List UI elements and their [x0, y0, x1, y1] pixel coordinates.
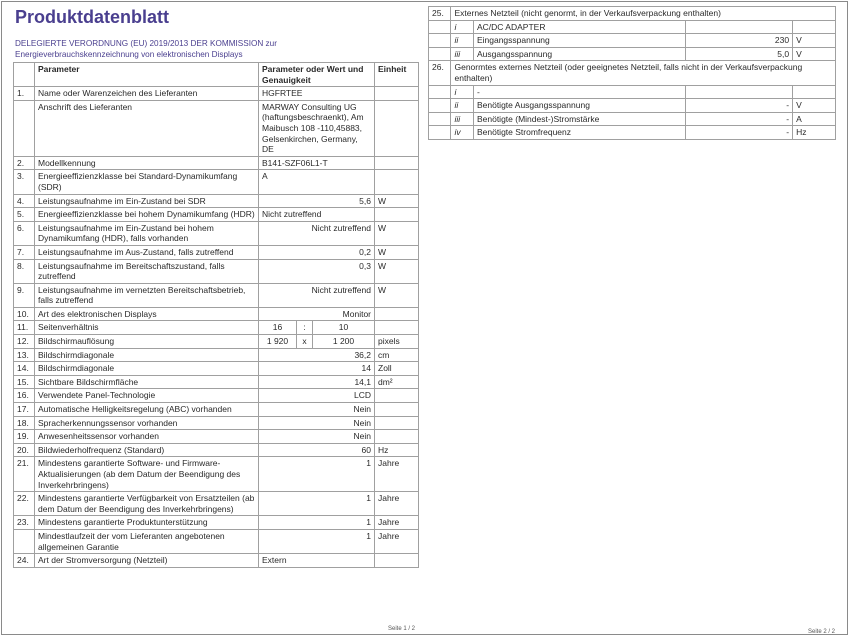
- row-number: 3.: [14, 170, 35, 194]
- row-number: 5.: [14, 208, 35, 222]
- table-row: [14, 170, 419, 194]
- row-number: 21.: [14, 457, 35, 492]
- row-number: 8.: [14, 259, 35, 283]
- row-number: 14.: [14, 362, 35, 376]
- footer-page-1: Seite 1 / 2: [388, 626, 416, 632]
- table-row: [14, 221, 419, 245]
- row-label: Leistungsaufnahme im Ein-Zustand bei SDR: [35, 194, 259, 208]
- section-header-row: [429, 7, 836, 21]
- table-row: [14, 100, 419, 156]
- item-index: ii: [451, 99, 473, 113]
- row-number: 23.: [14, 516, 35, 530]
- table-row: [14, 335, 419, 349]
- table-row: [14, 416, 419, 430]
- item-unit: [793, 20, 836, 34]
- spacer-cell: [429, 34, 451, 48]
- row-unit: Jahre: [375, 516, 419, 530]
- row-number: 6.: [14, 221, 35, 245]
- row-number: 10.: [14, 307, 35, 321]
- left-page: [13, 6, 418, 568]
- row-label: Leistungsaufnahme im Bereitschaftszustand, falls zutreffend: [35, 259, 259, 283]
- row-label: Energieeffizienzklasse bei Standard-Dynamikumfang (SDR): [35, 170, 259, 194]
- table-row: [14, 156, 419, 170]
- table-row: [14, 403, 419, 417]
- item-index: iii: [451, 47, 473, 61]
- row-number: 18.: [14, 416, 35, 430]
- spacer-cell: [429, 20, 451, 34]
- table-row: [14, 348, 419, 362]
- row-number: 1.: [14, 87, 35, 101]
- aspect-separator: :: [297, 321, 313, 335]
- table-row: [14, 283, 419, 307]
- row-value: MARWAY Consulting UG (haftungsbeschraenkt), Am Maibusch 108 -110,45883, Gelsenkirchen, Germany, DE: [259, 100, 375, 156]
- table-row: [429, 126, 836, 140]
- spacer-cell: [429, 85, 451, 99]
- row-unit: Jahre: [375, 492, 419, 516]
- spacer-cell: [429, 99, 451, 113]
- row-value: 36,2: [259, 348, 375, 362]
- table-row: [429, 34, 836, 48]
- row-value: 1: [259, 529, 375, 553]
- row-label: Leistungsaufnahme im Ein-Zustand bei hohem Dynamikumfang (HDR), falls vorhanden: [35, 221, 259, 245]
- aspect-width: 16: [259, 321, 297, 335]
- row-number: 12.: [14, 335, 35, 349]
- row-number: [14, 100, 35, 156]
- row-label: Energieeffizienzklasse bei hohem Dynamikumfang (HDR): [35, 208, 259, 222]
- row-label: Mindestens garantierte Produktunterstützung: [35, 516, 259, 530]
- row-unit: Hz: [375, 443, 419, 457]
- row-number: 4.: [14, 194, 35, 208]
- table-row: [14, 307, 419, 321]
- table-row: [14, 208, 419, 222]
- item-value: 230: [686, 34, 793, 48]
- item-value: 5,0: [686, 47, 793, 61]
- item-unit: V: [793, 99, 836, 113]
- row-label: Mindestens garantierte Verfügbarkeit von Ersatzteilen (ab dem Datum der Beendigung des Inverkehrbringens): [35, 492, 259, 516]
- item-value: -: [686, 99, 793, 113]
- table-row: [14, 259, 419, 283]
- aspect-height: 10: [313, 321, 375, 335]
- table-row: [14, 87, 419, 101]
- item-index: i: [451, 85, 473, 99]
- row-unit: [375, 307, 419, 321]
- row-unit: W: [375, 245, 419, 259]
- row-unit: Jahre: [375, 529, 419, 553]
- row-number: [14, 529, 35, 553]
- row-value: Extern: [259, 554, 375, 568]
- row-label: Verwendete Panel-Technologie: [35, 389, 259, 403]
- table-row: [429, 47, 836, 61]
- section-number: 25.: [429, 7, 451, 21]
- row-value: 14: [259, 362, 375, 376]
- table-row: [14, 194, 419, 208]
- row-unit: [375, 87, 419, 101]
- row-label: Bildwiederholfrequenz (Standard): [35, 443, 259, 457]
- page-title: Produktdatenblatt: [15, 7, 170, 27]
- row-value: 1: [259, 457, 375, 492]
- item-index: iv: [451, 126, 473, 140]
- row-number: 24.: [14, 554, 35, 568]
- table-row: [14, 321, 419, 335]
- row-value: Nein: [259, 430, 375, 444]
- item-unit: A: [793, 112, 836, 126]
- row-value: HGFRTEE: [259, 87, 375, 101]
- row-value: Nicht zutreffend: [259, 208, 375, 222]
- right-page: [428, 6, 836, 140]
- row-label: Bildschirmdiagonale: [35, 348, 259, 362]
- section-number: 26.: [429, 61, 451, 85]
- table-row: [14, 554, 419, 568]
- row-label: Spracherkennungssensor vorhanden: [35, 416, 259, 430]
- resolution-height: 1 200: [313, 335, 375, 349]
- table-row: [14, 375, 419, 389]
- row-value: Monitor: [259, 307, 375, 321]
- row-label: Leistungsaufnahme im Aus-Zustand, falls zutreffend: [35, 245, 259, 259]
- item-label: Ausgangsspannung: [473, 47, 685, 61]
- item-value: -: [686, 126, 793, 140]
- row-unit: [375, 321, 419, 335]
- row-unit: W: [375, 221, 419, 245]
- row-unit: [375, 403, 419, 417]
- item-value: [686, 85, 793, 99]
- item-label: AC/DC ADAPTER: [473, 20, 685, 34]
- row-value: 14,1: [259, 375, 375, 389]
- row-label: Sichtbare Bildschirmfläche: [35, 375, 259, 389]
- row-number: 9.: [14, 283, 35, 307]
- row-label: Modellkennung: [35, 156, 259, 170]
- row-unit: pixels: [375, 335, 419, 349]
- item-index: ii: [451, 34, 473, 48]
- row-value: B141-SZF06L1-T: [259, 156, 375, 170]
- subtitle-line-1: DELEGIERTE VERORDNUNG (EU) 2019/2013 DER KOMMISSION zur: [15, 39, 277, 48]
- row-unit: [375, 416, 419, 430]
- table-row: [14, 443, 419, 457]
- row-unit: [375, 554, 419, 568]
- table-row: [14, 529, 419, 553]
- table-row: [14, 245, 419, 259]
- item-label: Benötigte Stromfrequenz: [473, 126, 685, 140]
- row-unit: dm²: [375, 375, 419, 389]
- row-unit: Jahre: [375, 457, 419, 492]
- header-number: [14, 63, 35, 87]
- row-value: 5,6: [259, 194, 375, 208]
- row-value: Nein: [259, 403, 375, 417]
- item-value: [686, 20, 793, 34]
- row-unit: [375, 208, 419, 222]
- row-unit: [375, 156, 419, 170]
- row-unit: [375, 100, 419, 156]
- table-row: [429, 85, 836, 99]
- item-unit: V: [793, 34, 836, 48]
- header-unit: Einheit: [375, 63, 419, 87]
- subtitle: [15, 39, 418, 60]
- table-row: [14, 516, 419, 530]
- row-label: Bildschirmdiagonale: [35, 362, 259, 376]
- row-label: Automatische Helligkeitsregelung (ABC) vorhanden: [35, 403, 259, 417]
- item-unit: Hz: [793, 126, 836, 140]
- section-title: Externes Netzteil (nicht genormt, in der Verkaufsverpackung enthalten): [451, 7, 836, 21]
- row-value: 1: [259, 516, 375, 530]
- row-label: Anwesenheitssensor vorhanden: [35, 430, 259, 444]
- row-number: 16.: [14, 389, 35, 403]
- row-label: Bildschirmauflösung: [35, 335, 259, 349]
- row-value: A: [259, 170, 375, 194]
- row-number: 19.: [14, 430, 35, 444]
- row-number: 7.: [14, 245, 35, 259]
- row-number: 20.: [14, 443, 35, 457]
- row-unit: W: [375, 283, 419, 307]
- item-unit: V: [793, 47, 836, 61]
- table-row: [14, 430, 419, 444]
- row-label: Seitenverhältnis: [35, 321, 259, 335]
- row-value: Nicht zutreffend: [259, 221, 375, 245]
- resolution-separator: x: [297, 335, 313, 349]
- header-value: Parameter oder Wert und Genauigkeit: [259, 63, 375, 87]
- row-label: Art der Stromversorgung (Netzteil): [35, 554, 259, 568]
- row-value: 60: [259, 443, 375, 457]
- row-number: 15.: [14, 375, 35, 389]
- item-value: -: [686, 112, 793, 126]
- spacer-cell: [429, 47, 451, 61]
- item-index: i: [451, 20, 473, 34]
- row-label: Mindestens garantierte Software- und Firmware-Aktualisierungen (ab dem Datum der Beendigung des Inverkehrbringens): [35, 457, 259, 492]
- section-title: Genormtes externes Netzteil (oder geeignetes Netzteil, falls nicht in der Verkaufsverpackung enthalten): [451, 61, 836, 85]
- table-row: [14, 492, 419, 516]
- footer-page-2: Seite 2 / 2: [808, 629, 836, 635]
- row-label: Art des elektronischen Displays: [35, 307, 259, 321]
- item-label: Benötigte Ausgangsspannung: [473, 99, 685, 113]
- row-value: Nein: [259, 416, 375, 430]
- table-row: [14, 389, 419, 403]
- row-label: Leistungsaufnahme im vernetzten Bereitschaftsbetrieb, falls zutreffend: [35, 283, 259, 307]
- row-value: 0,3: [259, 259, 375, 283]
- row-number: 13.: [14, 348, 35, 362]
- row-number: 2.: [14, 156, 35, 170]
- header-parameter: Parameter: [35, 63, 259, 87]
- item-index: iii: [451, 112, 473, 126]
- section-header-row: [429, 61, 836, 85]
- table-row: [14, 457, 419, 492]
- spacer-cell: [429, 126, 451, 140]
- row-number: 11.: [14, 321, 35, 335]
- item-label: Benötigte (Mindest-)Stromstärke: [473, 112, 685, 126]
- power-supply-table: [428, 6, 836, 140]
- table-row: [429, 112, 836, 126]
- row-unit: [375, 170, 419, 194]
- row-number: 22.: [14, 492, 35, 516]
- subtitle-line-2: Energieverbrauchskennzeichnung von elektronischen Displays: [15, 49, 243, 59]
- spacer-cell: [429, 112, 451, 126]
- row-unit: W: [375, 194, 419, 208]
- row-unit: Zoll: [375, 362, 419, 376]
- row-label: Anschrift des Lieferanten: [35, 100, 259, 156]
- item-label: Eingangsspannung: [473, 34, 685, 48]
- table-row: [429, 20, 836, 34]
- table-row: [14, 362, 419, 376]
- row-number: 17.: [14, 403, 35, 417]
- row-unit: [375, 430, 419, 444]
- row-value: 1: [259, 492, 375, 516]
- parameter-table: [13, 62, 419, 568]
- row-label: Mindestlaufzeit der vom Lieferanten angebotenen allgemeinen Garantie: [35, 529, 259, 553]
- table-row: [429, 99, 836, 113]
- table-header-row: [14, 63, 419, 87]
- resolution-width: 1 920: [259, 335, 297, 349]
- item-label: -: [473, 85, 685, 99]
- row-unit: W: [375, 259, 419, 283]
- row-value: Nicht zutreffend: [259, 283, 375, 307]
- row-unit: cm: [375, 348, 419, 362]
- row-value: LCD: [259, 389, 375, 403]
- row-value: 0,2: [259, 245, 375, 259]
- row-unit: [375, 389, 419, 403]
- row-label: Name oder Warenzeichen des Lieferanten: [35, 87, 259, 101]
- item-unit: [793, 85, 836, 99]
